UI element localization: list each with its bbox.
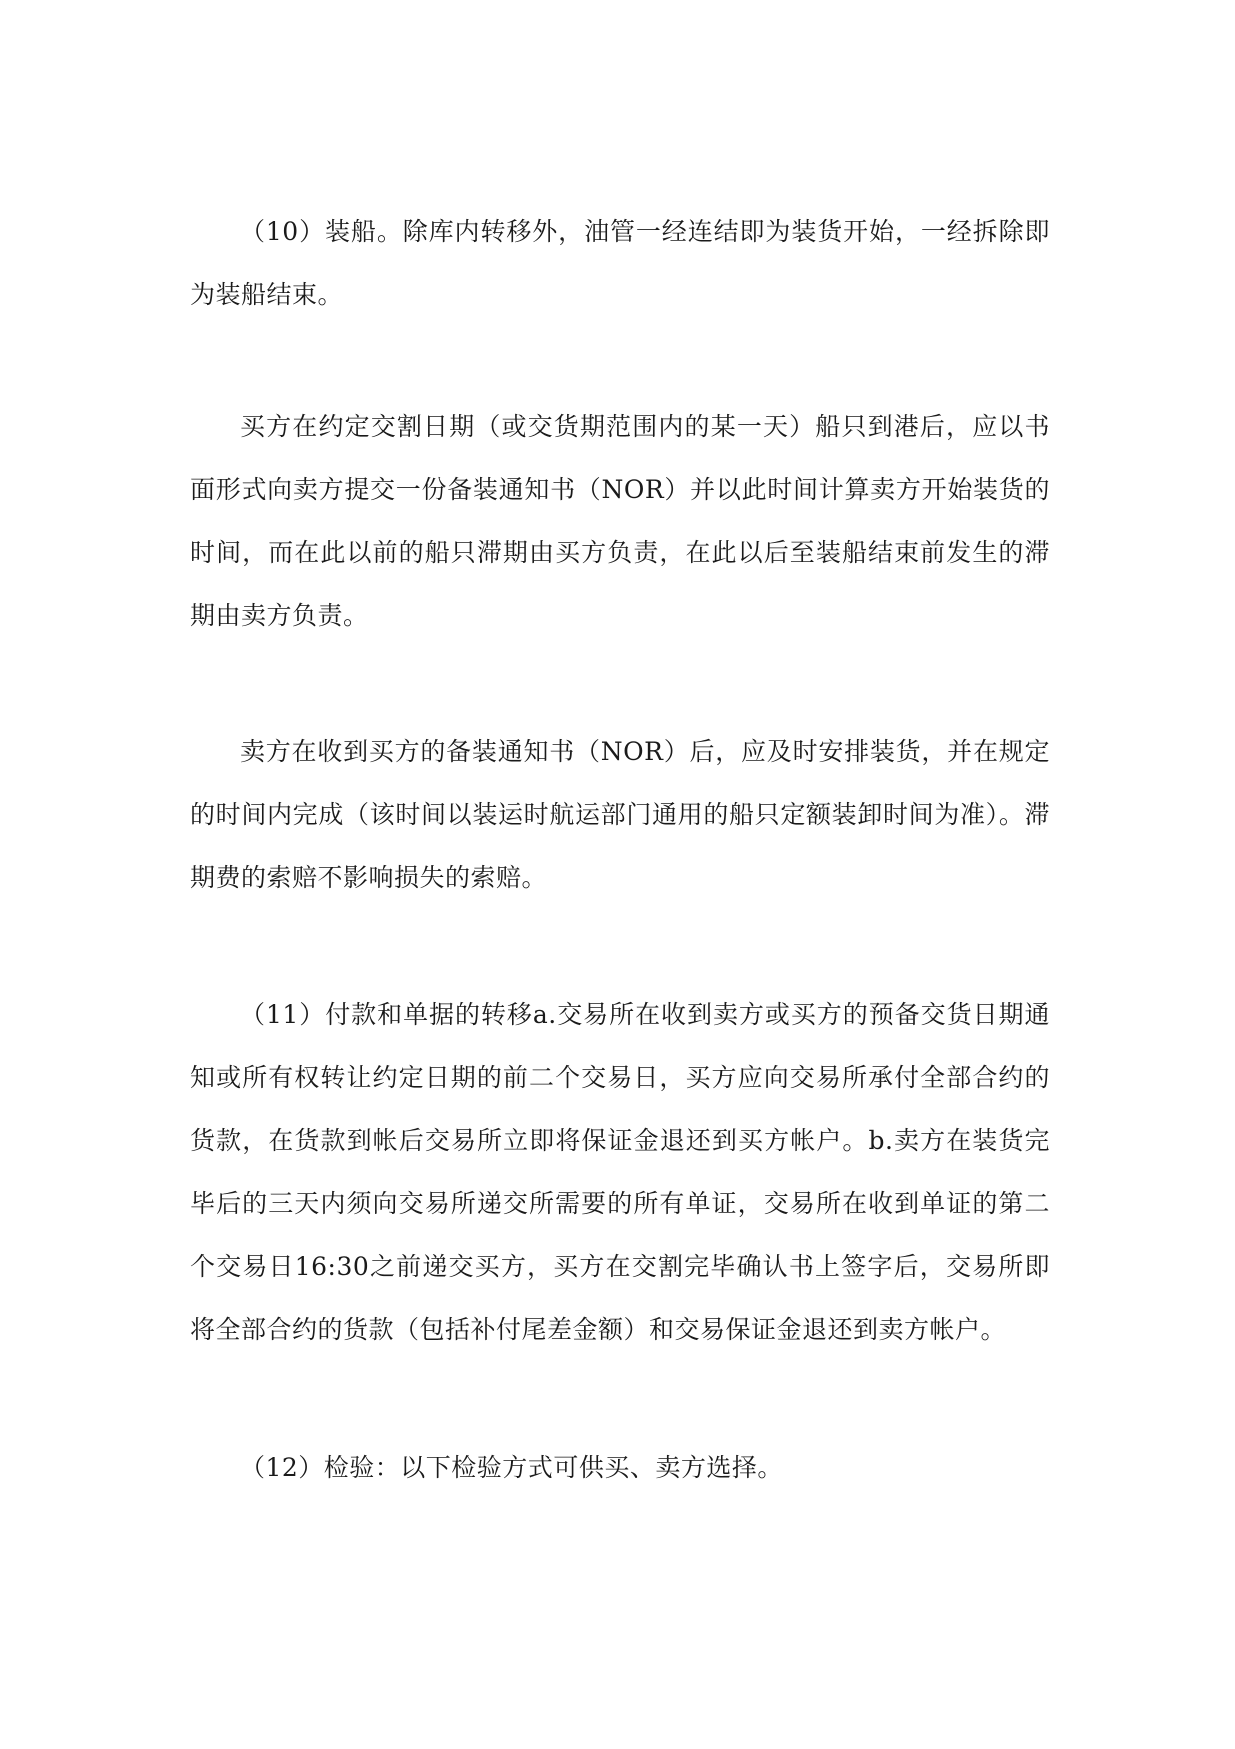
paragraph-seller-loading: 卖方在收到买方的备装通知书（NOR）后，应及时安排装货，并在规定的时间内完成（该时间以装运时航运部门通用的船只定额装卸时间为准）。滞期费的索赔不影响损失的索赔。 — [190, 737, 1050, 892]
paragraph-payment-documents: （11）付款和单据的转移a.交易所在收到卖方或买方的预备交货日期通知或所有权转让约定日期的前二个交易日，买方应向交易所承付全部合约的货款，在货款到帐后交易所立即将保证金退还到买方帐户。b.卖方在装货完毕后的三天内须向交易所递交所需要的所有单证，交易所在收到单证的第二个交易日16:30之前递交买方，买方在交割完毕确认书上签字后，交易所即将全部合约的货款（包括补付尾差金额）和交易保证金退还到卖方帐户。 — [190, 1000, 1050, 1344]
paragraph-buyer-nor: 买方在约定交割日期（或交货期范围内的某一天）船只到港后，应以书面形式向卖方提交一份备装通知书（NOR）并以此时间计算卖方开始装货的时间，而在此以前的船只滞期由买方负责，在此以后至装船结束前发生的滞期由卖方负责。 — [190, 412, 1050, 630]
paragraph-inspection: （12）检验：以下检验方式可供买、卖方选择。 — [240, 1453, 783, 1482]
paragraph-loading: （10）装船。除库内转移外，油管一经连结即为装货开始，一经拆除即为装船结束。 — [190, 217, 1050, 309]
